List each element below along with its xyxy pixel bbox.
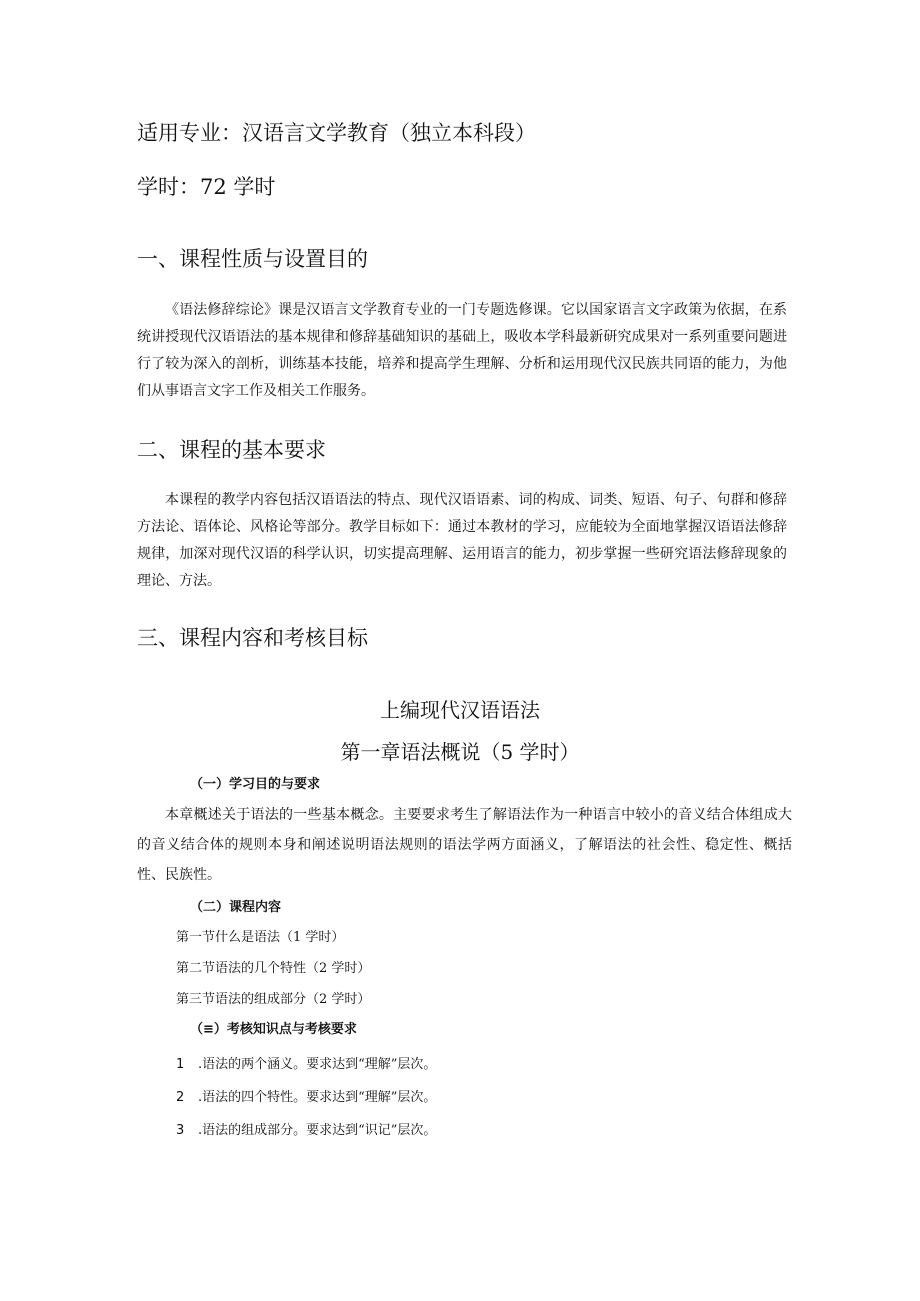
course-hours: 学时：72 学时 [137,175,276,199]
exam-item [176,1053,436,1072]
exam-heading: （≡）考核知识点与考核要求 [190,1022,357,1037]
exam-item-number: 1 [176,1057,185,1072]
content-item: 第一节什么是语法（1 学时） [176,930,345,945]
goals-paragraph: 本章概述关于语法的一些基本概念。主要要求考生了解语法作为一种语言中较小的音义结合体组成大的音义结合体的规则本身和阐述说明语法规则的语法学两方面涵义，了解语法的社会性、稳定性、概括性、民族性。 [137,807,792,883]
section-paragraph-2: 本课程的教学内容包括汉语语法的特点、现代汉语语素、词的构成、词类、短语、句子、句群和修辞方法论、语体论、风格论等部分。教学目标如下：通过本教材的学习，应能较为全面地掌握汉语语法修辞规律，加深对现代汉语的科学认识，切实提高理解、运用语言的能力，初步掌握一些研究语法修辞现象的理论、方法。 [137,492,787,589]
exam-item-number: 3 [176,1123,185,1138]
exam-item-text: .语法的两个涵义。要求达到“理解”层次。 [198,1057,437,1072]
exam-item [176,1119,436,1138]
part-title: 上编现代汉语语法 [380,698,540,722]
content-item: 第三节语法的组成部分（2 学时） [176,992,371,1007]
content-heading: （二）课程内容 [190,900,282,915]
chapter-title: 第一章语法概说（5 学时） [340,740,580,764]
section-heading-1: 一、课程性质与设置目的 [137,247,368,271]
exam-item [176,1086,436,1105]
section-heading-3: 三、课程内容和考核目标 [137,626,368,650]
section-paragraph-1: 《语法修辞综论》课是汉语言文学教育专业的一门专题选修课。它以国家语言文字政策为依据，在系统讲授现代汉语语法的基本规律和修辞基础知识的基础上，吸收本学科最新研究成果对一系列重要问题进行了较为深入的剖析，训练基本技能，培养和提高学生理解、分析和运用现代汉民族共同语的能力，为他们从事语言文字工作及相关工作服务。 [137,302,787,399]
course-major: 适用专业：汉语言文学教育（独立本科段） [137,121,536,145]
goals-heading: （一）学习目的与要求 [190,777,321,792]
content-item: 第二节语法的几个特性（2 学时） [176,961,371,976]
exam-item-number: 2 [176,1090,185,1105]
exam-item-text: .语法的四个特性。要求达到“理解”层次。 [198,1090,437,1105]
section-heading-2: 二、课程的基本要求 [137,438,326,462]
exam-item-text: .语法的组成部分。要求达到“识记”层次。 [198,1123,437,1138]
